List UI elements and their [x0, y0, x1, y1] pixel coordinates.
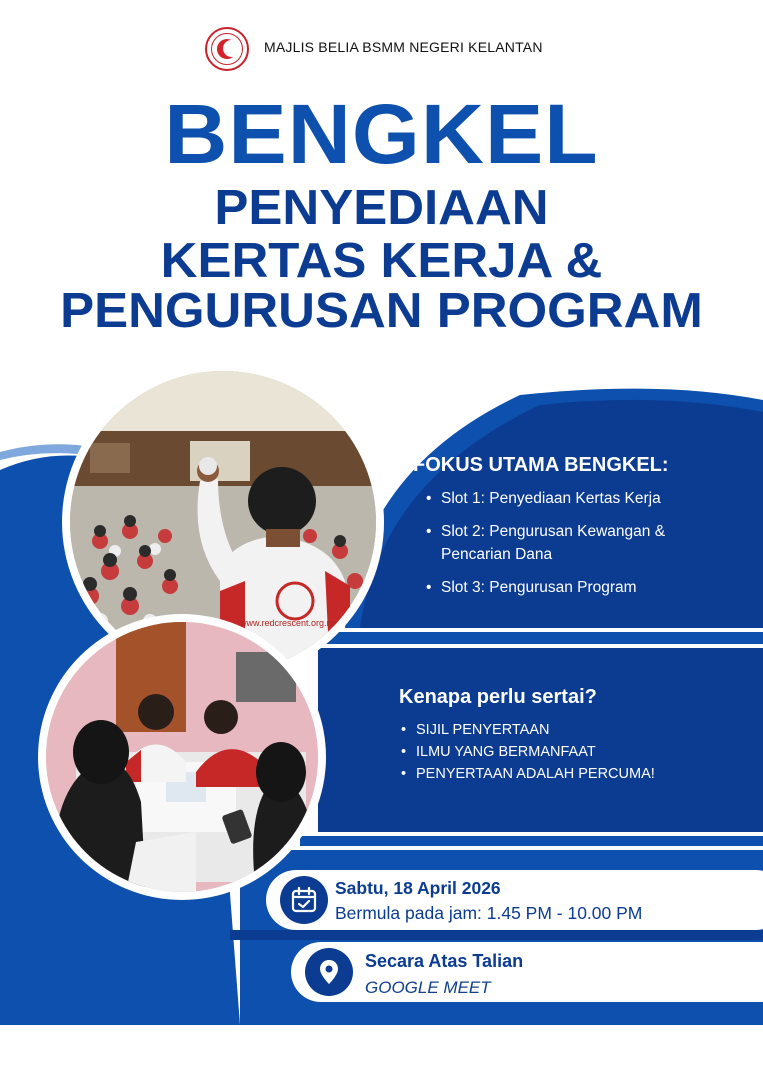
title-main: BENGKEL	[164, 87, 599, 181]
stripe-2	[300, 836, 763, 846]
list-item	[426, 576, 665, 599]
title-line-2: KERTAS KERJA &	[160, 234, 603, 288]
slot-3-text: Slot 3: Pengurusan Program	[441, 579, 637, 596]
stripe-1	[300, 632, 763, 644]
list-item: • PENYERTAAN ADALAH PERCUMA!	[401, 763, 655, 785]
calendar-icon	[280, 876, 328, 924]
slot-2-text-cont: Pencarian Dana	[441, 546, 553, 563]
fokus-heading: FOKUS UTAMA BENGKEL:	[413, 454, 669, 476]
event-mode: Secara Atas Talian	[365, 951, 524, 971]
list-item	[426, 520, 665, 566]
organizer-name: MAJLIS BELIA BSMM NEGERI KELANTAN	[264, 39, 543, 55]
list-item: • SIJIL PENYERTAAN	[401, 719, 655, 741]
event-time: Bermula pada jam: 1.45 PM - 10.00 PM	[335, 903, 643, 923]
event-platform: GOOGLE MEET	[365, 978, 491, 997]
slot-2-text: • Slot 2: Pengurusan Kewangan &	[441, 523, 666, 540]
kenapa-heading: Kenapa perlu sertai?	[399, 686, 597, 708]
org-logo	[205, 27, 249, 71]
event-date: Sabtu, 18 April 2026	[335, 878, 501, 898]
place-pill	[291, 942, 763, 1002]
fokus-list	[426, 487, 665, 609]
stripe-3	[230, 930, 763, 940]
kenapa-list	[401, 719, 655, 785]
red-crescent-icon	[217, 39, 237, 59]
location-pin-icon	[305, 948, 353, 996]
photo-discussion	[38, 614, 326, 900]
title-line-1: PENYEDIAAN	[214, 181, 549, 235]
slot-1-text: Slot 1: Penyediaan Kertas Kerja	[441, 490, 661, 507]
list-item: • ILMU YANG BERMANFAAT	[401, 741, 655, 763]
title-line-3: PENGURUSAN PROGRAM	[60, 284, 703, 338]
vest-url: www.redcrescent.org.my	[240, 618, 339, 628]
list-item	[426, 487, 665, 510]
